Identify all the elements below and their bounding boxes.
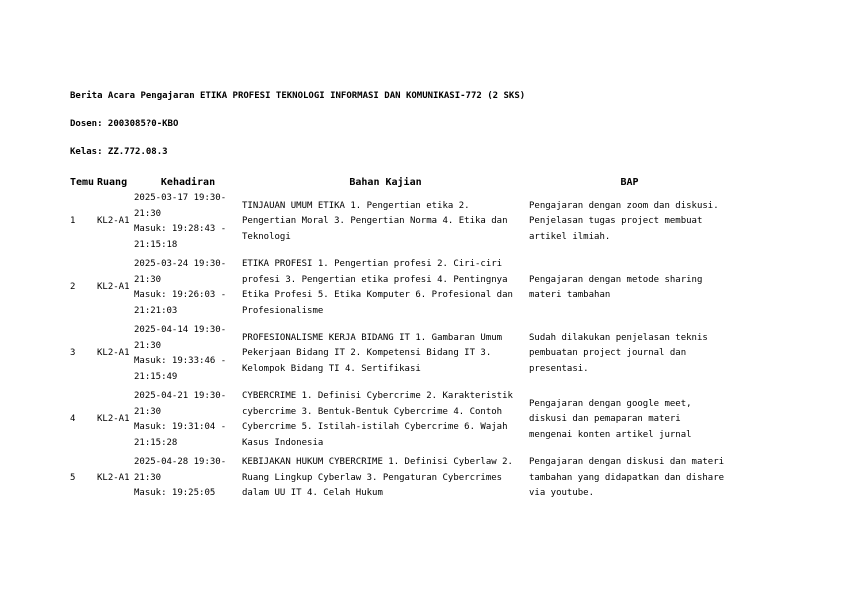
cell-ruang: KL2-A1	[97, 282, 130, 293]
table-row	[70, 257, 730, 323]
kehadiran-line: 21:30	[134, 340, 162, 351]
cell-kehadiran	[134, 389, 242, 455]
cell-ruang: KL2-A1	[97, 216, 130, 227]
cell-temu: 5	[70, 472, 76, 483]
cell-kehadiran	[134, 323, 242, 389]
table-row	[70, 389, 730, 455]
cell-kehadiran	[134, 191, 242, 257]
cell-bap: Pengajaran dengan metode sharing materi tambahan	[529, 274, 703, 300]
header-ruang: Ruang	[97, 176, 128, 188]
kehadiran-line: 2025-03-24 19:30-	[134, 259, 227, 269]
kehadiran-line: 21:15:18	[134, 239, 178, 250]
document-title: Berita Acara Pengajaran ETIKA PROFESI TEKNOLOGI INFORMASI DAN KOMUNIKASI-772 (2 SKS)	[70, 91, 526, 101]
attendance-table	[70, 173, 730, 506]
kehadiran-line: Masuk: 19:28:43 -	[134, 224, 227, 234]
kehadiran-line: 2025-04-21 19:30-	[134, 391, 227, 401]
kehadiran-line: 21:30	[134, 208, 162, 219]
header-bap: BAP	[620, 176, 639, 188]
kehadiran-line: 2025-04-28 19:30-	[134, 457, 227, 467]
cell-bahan-kajian: TINJAUAN UMUM ETIKA 1. Pengertian etika 2. Pengertian Moral 3. Pengertian Norma 4. Etika dan Teknologi	[242, 200, 508, 242]
cell-bahan-kajian: PROFESIONALISME KERJA BIDANG IT 1. Gambaran Umum Pekerjaan Bidang IT 2. Kompetensi Bidang IT 3. Kelompok Bidang TI 4. Sertifikasi	[242, 332, 503, 374]
kehadiran-line: 2025-03-17 19:30-	[134, 193, 227, 203]
cell-ruang: KL2-A1	[97, 414, 130, 425]
kehadiran-line: Masuk: 19:31:04 -	[134, 422, 227, 432]
cell-kehadiran	[134, 455, 242, 506]
cell-ruang: KL2-A1	[97, 348, 130, 359]
kehadiran-line: 21:15:49	[134, 371, 178, 382]
header-kehadiran: Kehadiran	[160, 176, 216, 188]
header-bahan-kajian: Bahan Kajian	[349, 176, 422, 188]
kehadiran-line: Masuk: 19:33:46 -	[134, 356, 227, 366]
cell-temu: 1	[70, 216, 76, 227]
cell-temu: 2	[70, 282, 76, 293]
cell-bahan-kajian: ETIKA PROFESI 1. Pengertian profesi 2. Ciri-ciri profesi 3. Pengertian etika profesi 4. Pentingnya Etika Profesi 5. Etika Komputer 6. Profesional dan Profesionalisme	[242, 259, 513, 316]
cell-kehadiran	[134, 257, 242, 323]
header-temu: Temu	[70, 176, 95, 188]
cell-bap: Sudah dilakukan penjelasan teknis pembuatan project journal dan presentasi.	[529, 332, 708, 374]
cell-bap: Pengajaran dengan zoom dan diskusi. Penjelasan tugas project membuat artikel ilmiah.	[529, 200, 719, 242]
cell-ruang: KL2-A1	[97, 472, 130, 483]
kehadiran-line: 2025-04-14 19:30-	[134, 325, 227, 335]
table-row	[70, 455, 730, 506]
kehadiran-line: Masuk: 19:25:05	[134, 488, 216, 498]
kehadiran-line: 21:30	[134, 406, 162, 417]
table-header-row	[70, 173, 730, 191]
kehadiran-line: Masuk: 19:26:03 -	[134, 290, 227, 300]
cell-bap: Pengajaran dengan google meet, diskusi dan pemaparan materi mengenai konten artikel jurnal	[529, 398, 692, 440]
kehadiran-line: 21:30	[134, 274, 162, 285]
kehadiran-line: 21:15:28	[134, 437, 178, 448]
table-row	[70, 191, 730, 257]
table-row	[70, 323, 730, 389]
cell-bap: Pengajaran dengan diskusi dan materi tambahan yang didapatkan dan dishare via youtube.	[529, 457, 725, 498]
dosen-line: Dosen: 2003085?0-KBO	[70, 119, 179, 129]
kehadiran-line: 21:30	[134, 472, 162, 483]
cell-bahan-kajian: KEBIJAKAN HUKUM CYBERCRIME 1. Definisi Cyberlaw 2. Ruang Lingkup Cyberlaw 3. Pengaturan Cybercrimes dalam UU IT 4. Celah Hukum	[242, 457, 513, 498]
cell-temu: 4	[70, 414, 76, 425]
cell-temu: 3	[70, 348, 76, 359]
kelas-line: Kelas: ZZ.772.08.3	[70, 147, 168, 157]
cell-bahan-kajian: CYBERCRIME 1. Definisi Cybercrime 2. Karakteristik cybercrime 3. Bentuk-Bentuk Cybercrime 4. Contoh Cybercrime 5. Istilah-istilah Cybercrime 6. Wajah Kasus Indonesia	[242, 391, 513, 448]
kehadiran-line: 21:21:03	[134, 305, 178, 316]
